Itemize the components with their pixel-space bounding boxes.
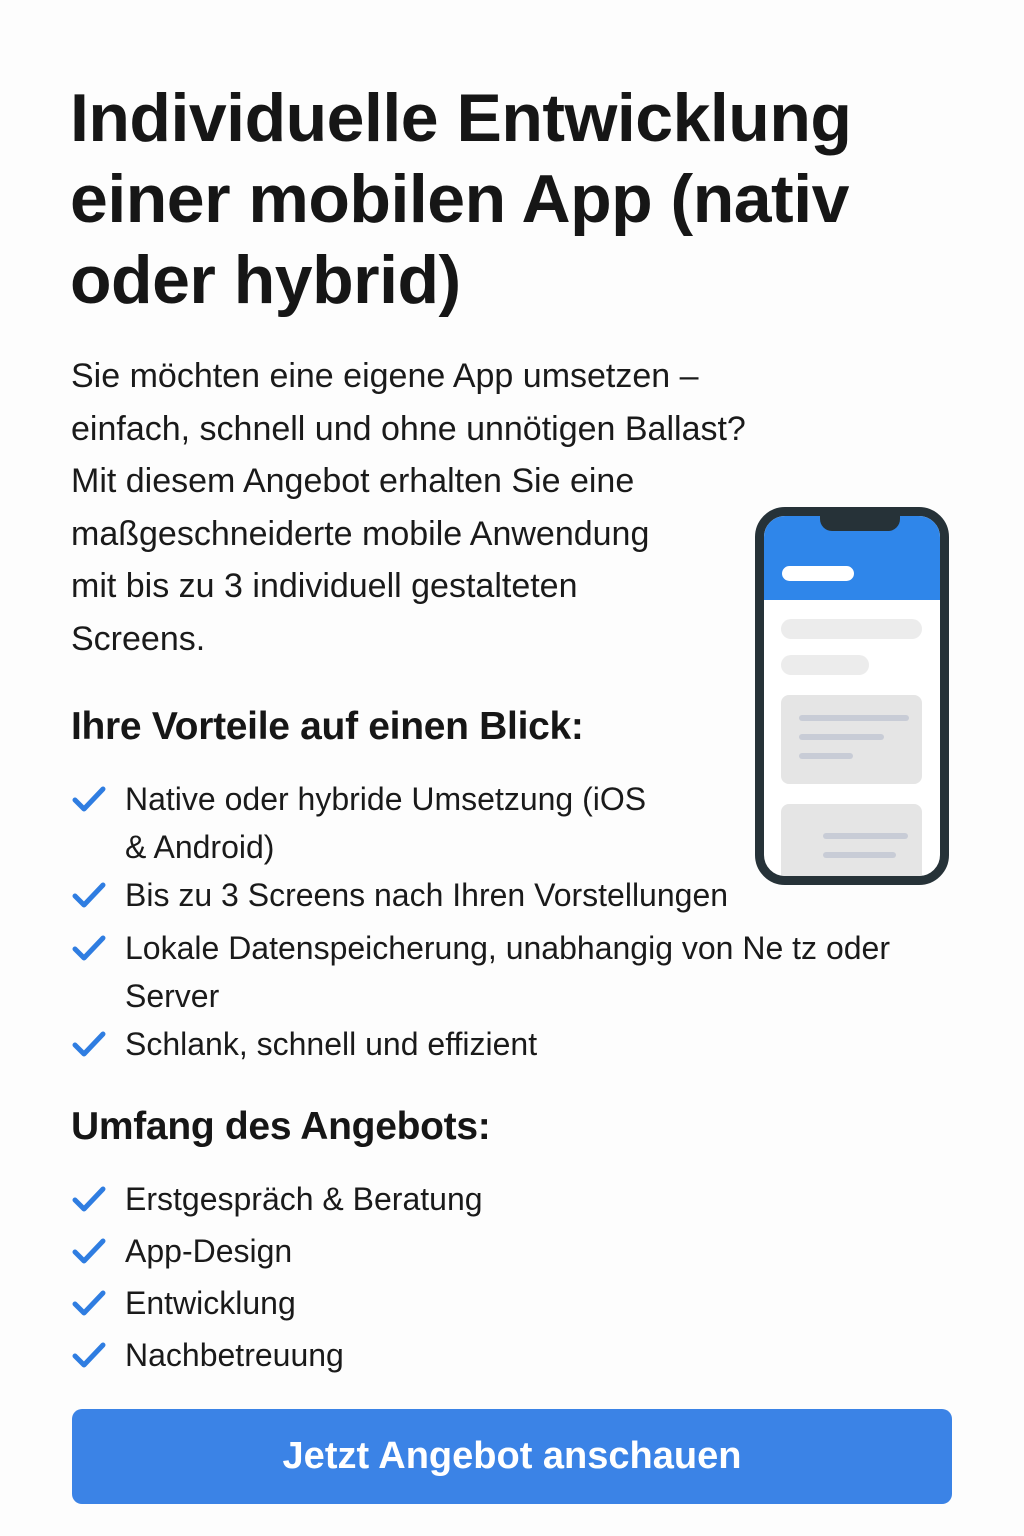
- list-item: [71, 1173, 483, 1225]
- check-icon: [71, 1235, 107, 1267]
- check-icon: [71, 783, 107, 815]
- intro-line: Mit diesem Angebot erhalten Sie eine: [71, 462, 635, 501]
- intro-line: Screens.: [71, 619, 206, 658]
- check-icon: [71, 1339, 107, 1371]
- placeholder-line: [799, 734, 884, 740]
- list-item-text: Native oder hybride Umsetzung (iOS: [125, 781, 647, 817]
- list-item-text: & Android): [125, 829, 275, 865]
- placeholder-line: [823, 852, 896, 858]
- placeholder-line: [799, 715, 909, 721]
- intro-line: Sie möchten eine eigene App umsetzen –: [71, 357, 699, 395]
- phone-placeholder-card: [781, 804, 922, 884]
- list-item-text: App-Design: [125, 1233, 293, 1269]
- list-item-text: Entwicklung: [125, 1285, 296, 1321]
- intro-line: einfach, schnell und ohne unnötigen Ballast?: [71, 409, 746, 448]
- smartphone-illustration: [755, 507, 949, 885]
- intro-text: [71, 350, 851, 666]
- placeholder-line: [799, 753, 853, 759]
- list-item: [71, 1277, 483, 1329]
- check-icon: [71, 1287, 107, 1319]
- phone-header-pill: [782, 566, 854, 581]
- list-item: [71, 1225, 483, 1277]
- list-item: [71, 1020, 890, 1068]
- page-title: Individuelle Entwicklung einer mobilen App (nativ oder hybrid): [70, 80, 852, 318]
- list-item: [71, 924, 890, 1020]
- phone-placeholder-bar: [781, 619, 922, 639]
- phone-placeholder-card: [781, 695, 922, 784]
- check-icon: [71, 879, 107, 911]
- check-icon: [71, 932, 107, 964]
- view-offer-button[interactable]: Jetzt Angebot anschauen: [72, 1409, 952, 1504]
- phone-notch: [820, 516, 900, 531]
- list-item-text: Lokale Datenspeicherung, unabhangig von Ne tz oder: [125, 930, 890, 966]
- scope-list: [71, 1173, 483, 1381]
- list-item-text: Schlank, schnell und effizient: [125, 1026, 538, 1062]
- check-icon: [71, 1028, 107, 1060]
- benefits-heading: Ihre Vorteile auf einen Blick:: [71, 705, 584, 748]
- list-item: [71, 1329, 483, 1381]
- phone-placeholder-bar: [781, 655, 869, 675]
- list-item-text: Erstgespräch & Beratung: [125, 1181, 483, 1217]
- check-icon: [71, 1183, 107, 1215]
- intro-line: mit bis zu 3 individuell gestalteten: [71, 567, 578, 606]
- list-item-text: Nachbetreuung: [125, 1337, 344, 1373]
- list-item-text: Server: [125, 978, 220, 1014]
- placeholder-line: [823, 833, 908, 839]
- scope-heading: Umfang des Angebots:: [71, 1105, 491, 1148]
- list-item-text: Bis zu 3 Screens nach Ihren Vorstellungen: [125, 877, 729, 913]
- intro-line: maßgeschneiderte mobile Anwendung: [71, 514, 650, 553]
